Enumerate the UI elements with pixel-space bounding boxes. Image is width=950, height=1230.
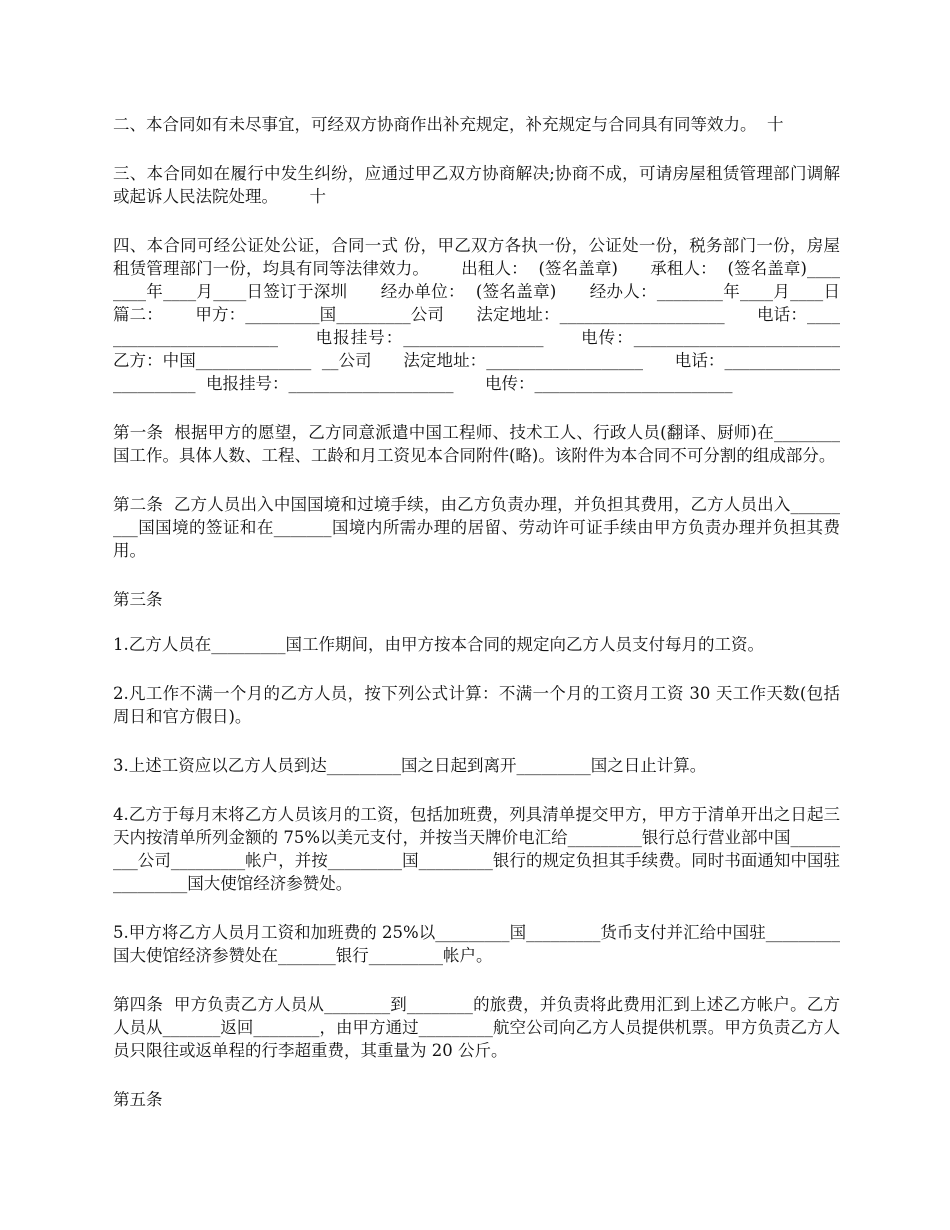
paragraph-article-3-item-3: 3.上述工资应以乙方人员到达_________国之日起到离开_________国之日止计算。 bbox=[113, 756, 707, 775]
paragraph-article-1: 第一条 根据甲方的愿望，乙方同意派遣中国工程师、技术工人、行政人员(翻译、厨师)在________国工作。具体人数、工程、工龄和月工资见本合同附件(略)。该附件为本合同不可分割的组成部分。 bbox=[113, 423, 840, 465]
paragraph-article-3-item-5: 5.甲方将乙方人员月工资和加班费的 25%以_________国_________货币支付并汇给中国驻_________国大使馆经济参赞处在_______银行_________帐户。 bbox=[113, 923, 840, 965]
paragraph-notarization: 四、本合同可经公证处公证，合同一式 份，甲乙双方各执一份，公证处一份，税务部门一份，房屋租赁管理部门一份，均具有同等法律效力。 出租人： (签名盖章) 承租人： (签名盖章)________年____月____日签订于深圳 经办单位： (签名盖章) 经办人：________年____月____日 篇二： 甲方：_________国_________公司 法定地址：____________________ 电话：________________________ 电报挂号：_________________ 电传：_________________________ 乙方：中国______________ __公司 法定地址：___________________ 电话：________________________ 电报挂号：____________________ 电传：________________________ bbox=[113, 236, 872, 393]
paragraph-article-4: 第四条 甲方负责乙方人员从________到________的旅费，并负责将此费用汇到上述乙方帐户。乙方人员从_______返回________，由甲方通过_________航空公司向乙方人员提供机票。甲方负责乙方人员只限往或返单程的行李超重费，其重量为 20 公斤。 bbox=[113, 995, 840, 1060]
paragraph-dispute: 三、本合同如在履行中发生纠纷，应通过甲乙双方协商解决;协商不成，可请房屋租赁管理部门调解或起诉人民法院处理。 十 bbox=[113, 164, 840, 206]
paragraph-article-3-item-2: 2.凡工作不满一个月的乙方人员，按下列公式计算：不满一个月的工资月工资 30 天工作天数(包括周日和官方假日)。 bbox=[113, 684, 840, 726]
paragraph-article-3-item-4: 4.乙方于每月末将乙方人员该月的工资，包括加班费，列具清单提交甲方，甲方于清单开出之日起三天内按清单所列金额的 75%以美元支付，并按当天牌价电汇给_________银行总行营业部中国_________公司_________帐户，并按_________国_________银行的规定负担其手续费。同时书面通知中国驻_________国大使馆经济参赞处。 bbox=[113, 805, 840, 893]
heading-article-5: 第五条 bbox=[113, 1090, 163, 1109]
paragraph-article-3-item-1: 1.乙方人员在_________国工作期间，由甲方按本合同的规定向乙方人员支付每月的工资。 bbox=[113, 635, 764, 654]
document-page bbox=[113, 113, 872, 1137]
paragraph-article-2: 第二条 乙方人员出入中国国境和过境手续，由乙方负责办理，并负担其费用，乙方人员出入_________国国境的签证和在_______国境内所需办理的居留、劳动许可证手续由甲方负责办理并负担其费用。 bbox=[113, 495, 840, 560]
paragraph-supplement: 二、本合同如有未尽事宜，可经双方协商作出补充规定，补充规定与合同具有同等效力。 十 bbox=[113, 115, 784, 134]
heading-article-3: 第三条 bbox=[113, 590, 163, 609]
